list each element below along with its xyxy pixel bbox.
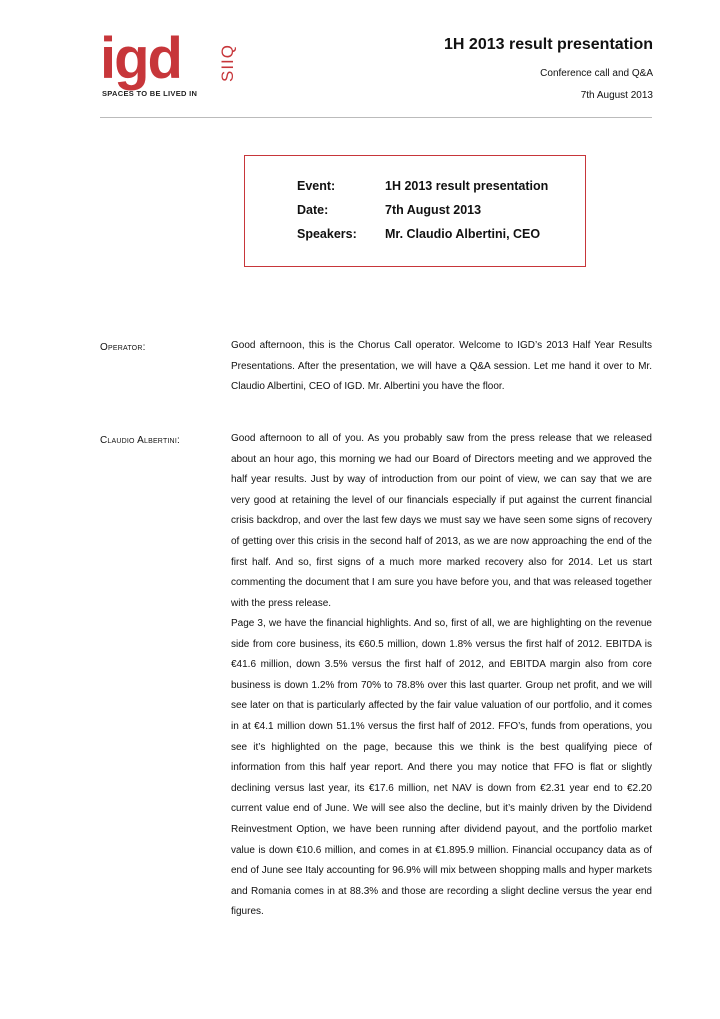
- speaker-albertini: Claudio Albertini:: [100, 435, 180, 446]
- document-header: [444, 36, 653, 101]
- header-title: 1H 2013 result presentation: [444, 36, 653, 53]
- event-value: 1H 2013 result presentation: [385, 179, 549, 193]
- igd-logo: [100, 26, 270, 104]
- logo-tagline: SPACES TO BE LIVED IN: [102, 89, 198, 98]
- header-subtitle: Conference call and Q&A: [540, 68, 653, 79]
- albertini-paragraph-2: Page 3, we have the financial highlights. And so, first of all, we are highlighting on the revenue side from core business, its €60.5 million, down 1.8% versus the first half of 2012. EBITDA is €41.6 million, down 3.5% versus the first half of 2012, and EBITDA margin also from core business is down 1.2% from 70% to 78.8% over this last quarter. Group net profit, and we will see later on that is particularly affected by the fair value valuation of our portfolio, and it comes in at €4.1 million down 51.1% versus the first half of 2012. FFO’s, funds from operations, you see it’s highlighted on the page, because this we think is the best qualifying piece of information from this half year report. And there you may notice that FFO is flat or slightly declining versus last year, its €17.6 million, net NAV is down from €2.31 year end to €2.20 current value end of June. We will see also the decline, but it’s mainly driven by the Dividend Reinvestment Option, we have been running after dividend payout, and the portfolio market value is down €10.6 million, and comes in at €1.895.9 million. Financial occupancy data as of end of June see Italy accounting for 96.9% will mix between shopping malls and hyper markets and Romania comes in at 88.3% and those are recording a slight decline versus the year end figures.: [231, 618, 652, 918]
- date-label: Date:: [297, 203, 329, 217]
- header-divider: [100, 117, 652, 118]
- logo-wordmark: igd: [100, 26, 181, 91]
- header-date: 7th August 2013: [580, 90, 653, 101]
- speakers-value: Mr. Claudio Albertini, CEO: [385, 227, 541, 241]
- logo-siiq: SIIQ: [218, 43, 237, 82]
- speaker-operator: Operator:: [100, 342, 146, 353]
- speakers-label: Speakers:: [297, 227, 357, 241]
- operator-paragraph: Good afternoon, this is the Chorus Call operator. Welcome to IGD’s 2013 Half Year Results Presentations. After the presentation, we will have a Q&A session. Let me hand it over to Mr. Claudio Albertini, CEO of IGD. Mr. Albertini you have the floor.: [231, 340, 652, 393]
- albertini-paragraph-1: Good afternoon to all of you. As you probably saw from the press release that we released about an hour ago, this morning we had our Board of Directors meeting and we approved the half year results. Just by way of introduction from our point of view, we can say that we are very good at retaining the level of our financials especially if put against the current financial crisis backdrop, and over the last few days we must say we have seen some signs of recovery of getting over this crisis in the second half of 2013, as we are now approaching the end of the first half. And so, first signs of a much more marked recovery also for 2014. Let us start commenting the document that I am sure you have before you, and that was released together with the press release.: [231, 433, 652, 609]
- event-info-box: [244, 155, 586, 267]
- event-label: Event:: [297, 179, 336, 193]
- date-value: 7th August 2013: [385, 203, 482, 217]
